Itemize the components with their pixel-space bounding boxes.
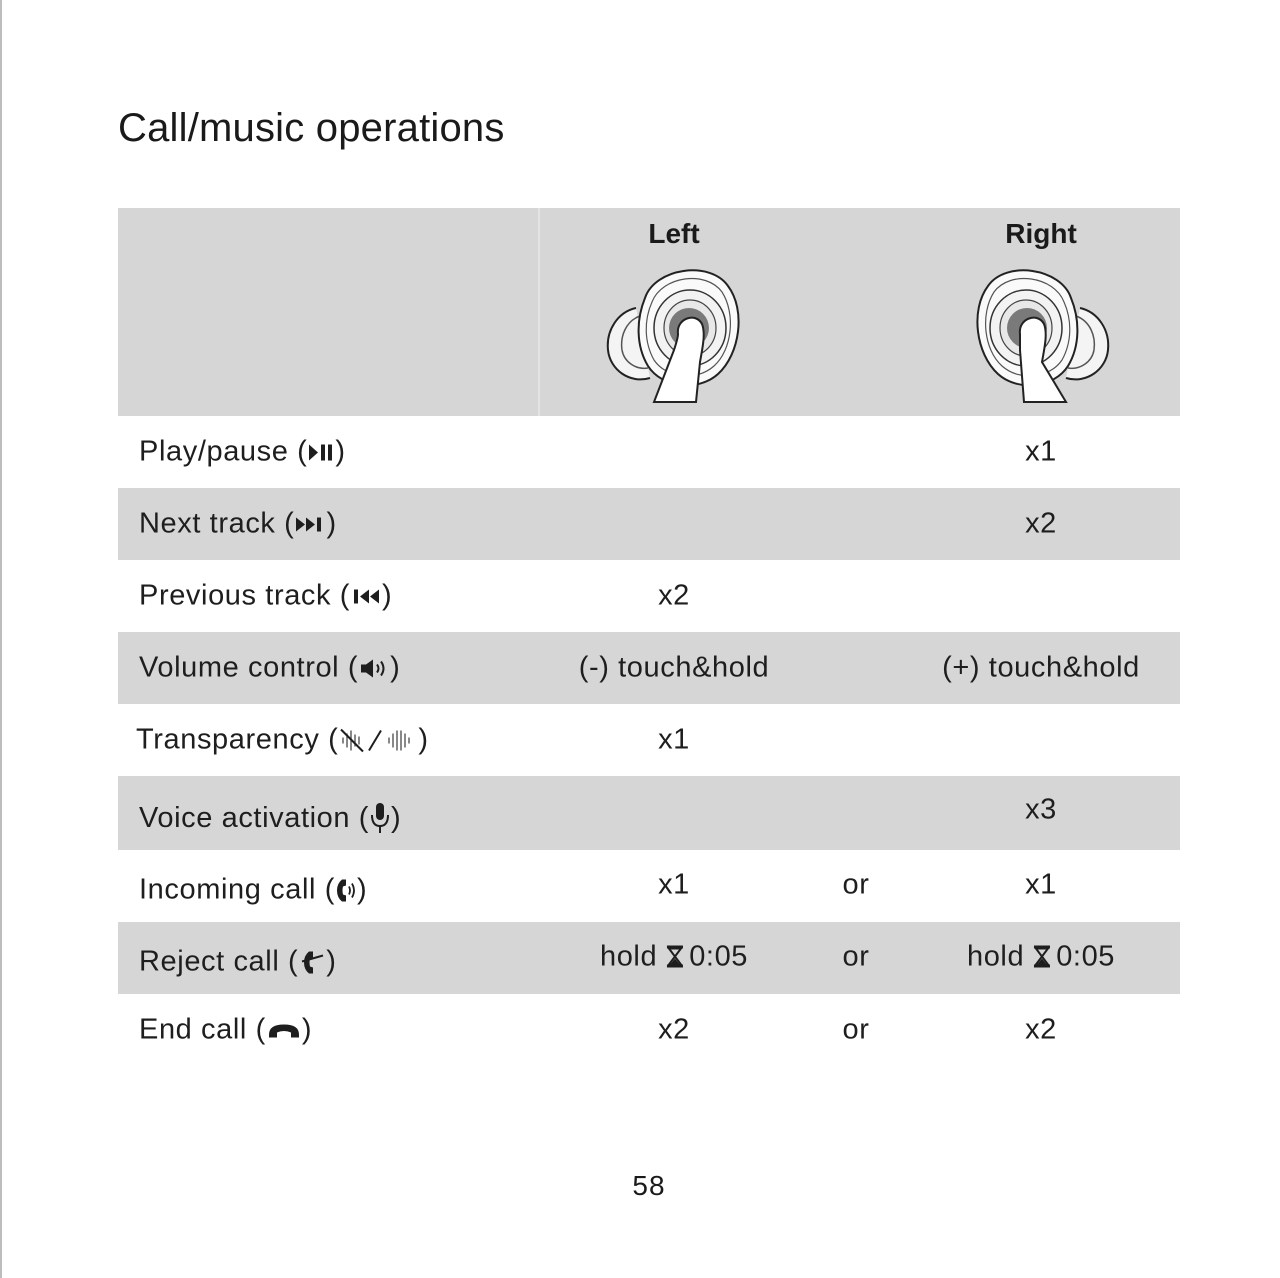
right-action: x1 xyxy=(1025,435,1057,468)
right-action: x3 xyxy=(1025,793,1057,826)
transparency-icon xyxy=(339,727,417,753)
or-label: or xyxy=(842,1013,870,1046)
hourglass-icon xyxy=(1032,945,1052,969)
table-row xyxy=(118,560,1180,632)
column-header-right: Right xyxy=(1005,218,1077,249)
table-header-divider xyxy=(538,208,540,416)
right-action: x1 xyxy=(1025,868,1057,901)
row-label: Play/pause ( ) xyxy=(139,435,346,468)
table-row xyxy=(118,922,1180,994)
page-edge-line xyxy=(0,0,2,1278)
row-label: Transparency ( ) xyxy=(136,723,429,756)
row-label: Reject call ( ) xyxy=(139,945,337,978)
left-action: hold 0:05 xyxy=(599,940,749,973)
right-action: hold 0:05 xyxy=(966,940,1116,973)
phone-icon xyxy=(336,877,356,903)
row-label: Next track ( ) xyxy=(139,507,337,540)
next-track-icon xyxy=(295,514,325,534)
page-title: Call/music operations xyxy=(118,106,505,150)
volume-icon xyxy=(359,657,389,679)
microphone-icon xyxy=(370,802,390,836)
right-action: (+) touch&hold xyxy=(942,651,1140,684)
right-action: x2 xyxy=(1025,1013,1057,1046)
table-row xyxy=(118,488,1180,560)
left-action: (-) touch&hold xyxy=(578,651,770,684)
page-number: 58 xyxy=(632,1170,666,1201)
row-label: Volume control ( ) xyxy=(139,651,401,684)
or-label: or xyxy=(842,940,870,973)
play-pause-icon xyxy=(308,442,334,462)
or-label: or xyxy=(842,868,870,901)
table-row xyxy=(118,416,1180,488)
left-action: x2 xyxy=(658,1013,690,1046)
table-row xyxy=(118,704,1180,776)
reject-call-icon xyxy=(299,949,325,975)
right-earbud-touch-icon xyxy=(966,258,1116,408)
table-row xyxy=(118,632,1180,704)
right-action: x2 xyxy=(1025,507,1057,540)
left-earbud-touch-icon xyxy=(600,258,750,408)
table-row xyxy=(118,994,1180,1066)
left-action: x2 xyxy=(658,579,690,612)
table-row xyxy=(118,776,1180,850)
column-header-left: Left xyxy=(648,218,700,249)
end-call-icon xyxy=(267,1020,301,1040)
left-action: x1 xyxy=(658,723,690,756)
previous-track-icon xyxy=(351,586,381,606)
row-label: Incoming call ( ) xyxy=(139,873,368,906)
row-label: Voice activation ( ) xyxy=(139,802,402,835)
row-label: Previous track ( ) xyxy=(139,579,393,612)
table-row xyxy=(118,850,1180,922)
hourglass-icon xyxy=(665,945,685,969)
row-label: End call ( ) xyxy=(139,1013,313,1046)
left-action: x1 xyxy=(658,868,690,901)
